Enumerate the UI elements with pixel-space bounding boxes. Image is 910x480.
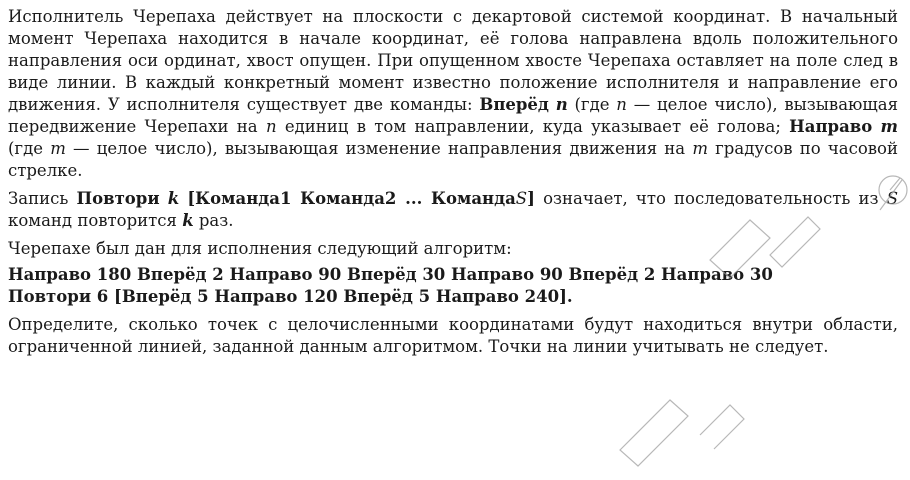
var-n: n	[265, 117, 277, 136]
var-m: m	[880, 117, 898, 136]
text: раз.	[193, 211, 234, 230]
var-k: k	[182, 211, 194, 230]
text: означает, что последовательность из	[534, 189, 887, 208]
text: Исполнитель Черепаха действует на плоскости с декартовой системой координат. В начальный момент Черепаха находится в начале координат, её голова направлена вдоль положительного направления оси ординат, хвост опущен. При опущенном хвосте Черепаха оставляет на поле след в виде линии. В каждый конкретный момент известно положение исполнителя и направление его движения. У исполнителя существует две команды:	[8, 7, 898, 114]
text: Запись	[8, 189, 77, 208]
text: — целое число), вызывающая изменение направления движения на	[65, 139, 693, 158]
repeat-paragraph	[8, 188, 898, 232]
var-m: m	[692, 139, 708, 158]
var-n: n	[555, 95, 568, 114]
var-s: S	[515, 189, 528, 208]
algorithm-intro: Черепахе был дан для исполнения следующий алгоритм:	[8, 239, 512, 258]
algorithm-block	[8, 264, 898, 308]
text: градусов по часовой стрелке.	[8, 139, 898, 180]
text: единиц в том направлении, куда указывает её голова;	[276, 117, 790, 136]
command-forward: Вперёд	[479, 95, 549, 114]
var-k: k	[167, 189, 180, 208]
text: — целое число), вызывающая передвижение Черепахи на	[8, 95, 898, 136]
intro-paragraph	[8, 6, 898, 182]
text: (где	[8, 139, 51, 158]
var-n: n	[616, 95, 627, 114]
question-paragraph: Определите, сколько точек с целочисленными координатами будут находиться внутри области, ограниченной линией, заданной данным алгоритмом. Точки на линии учитывать не следует.	[8, 315, 898, 356]
algorithm-line-1: Направо 180 Вперёд 2 Направо 90 Вперёд 30 Направо 90 Вперёд 2 Направо 30	[8, 265, 773, 284]
text: (где	[567, 95, 617, 114]
var-s: S	[886, 189, 898, 208]
command-repeat: Повтори	[76, 189, 160, 208]
var-m: m	[50, 139, 66, 158]
bracket: ]	[527, 189, 535, 208]
text: команд повторится	[8, 211, 183, 230]
command-list: [Команда1 Команда2 ... Команда	[187, 189, 516, 208]
algorithm-line-2: Повтори 6 [Вперёд 5 Направо 120 Вперёд 5 Направо 240].	[8, 287, 573, 306]
command-right: Направо	[789, 117, 873, 136]
task-text	[8, 6, 898, 364]
